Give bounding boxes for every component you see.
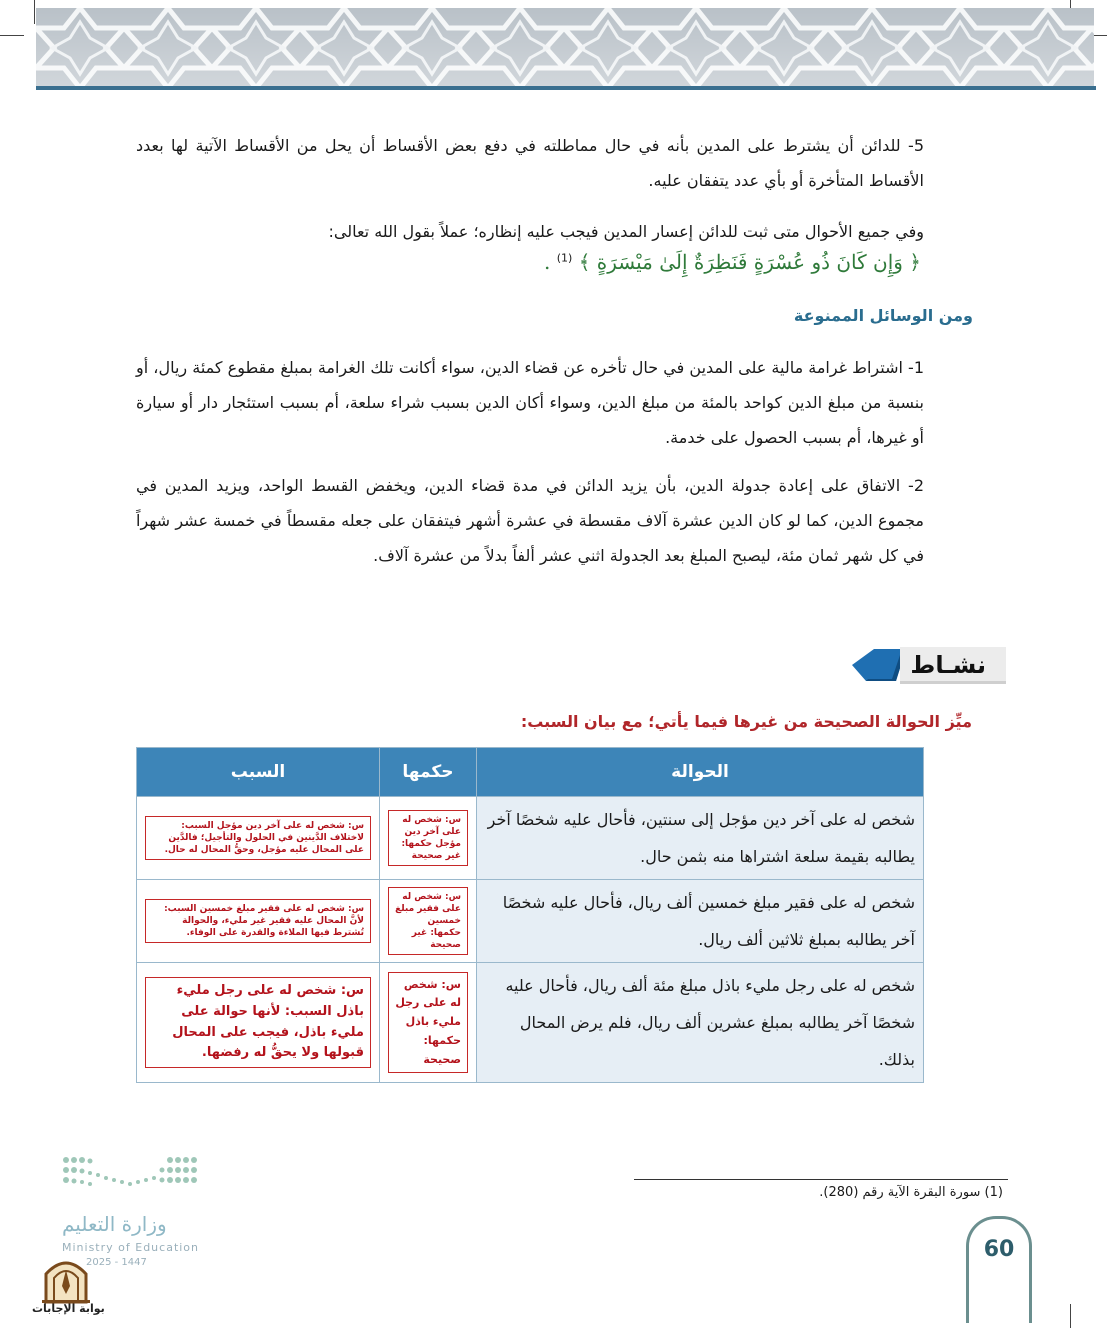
footnote: (1) سورة البقرة الآية رقم (280). [819, 1185, 1003, 1200]
hawala-cell: شخص له على فقير مبلغ خمسين ألف ريال، فأحال عليه شخصًا آخر يطالبه بمبلغ ثلاثين ألف ريال. [477, 880, 924, 963]
header-divider [36, 86, 1096, 90]
footnote-divider [634, 1179, 1008, 1180]
sabab-answer: س: شخص له على آخر دين مؤجل السبب: لاختلاف الدَّينين في الحلول والتأجيل؛ فالدَّين على المحال عليه مؤجل، وحقُّ المحال له حال. [145, 816, 371, 860]
header-sabab: السبب [137, 748, 380, 797]
hukm-answer: س: شخص له على فقير مبلغ خمسين حكمها: غير صحيحة [388, 887, 468, 956]
hukm-answer: س: شخص له على آخر دين مؤجل حكمها: غير صحيحة [388, 810, 468, 867]
table-row [137, 797, 924, 880]
ministry-name-arabic: وزارة التعليم [62, 1212, 167, 1236]
ministry-year: 2025 - 1447 [86, 1257, 147, 1268]
hawala-table [136, 747, 924, 1083]
page-number: 60 [983, 1237, 1015, 1262]
page-number-tab [966, 1216, 1032, 1323]
hukm-answer: س: شخص له على رجل مليء باذل حكمها: صحيحة [388, 972, 468, 1073]
crop-mark [0, 35, 24, 36]
crop-mark [34, 0, 35, 24]
activity-label: نشـاط [910, 651, 986, 679]
forbidden-item-1: 1- اشتراط غرامة مالية على المدين في حال تأخره عن قضاء الدين، سواء أكانت تلك الغرامة بمبلغ مقطوع كمئة ريال، أو بنسبة من مبلغ الدين كواحد بالمئة من مبلغ الدين، وسواء أكان الدين بسبب شراء سلعة، أم بسبب استئجار دار أو سيارة أو غيرها، أم بسبب الحصول على خدمة. [136, 358, 924, 447]
sabab-cell [137, 880, 380, 963]
sabab-cell [137, 797, 380, 880]
activity-banner [846, 645, 1008, 685]
table-row [137, 880, 924, 963]
activity-question: ميِّز الحوالة الصحيحة من غيرها فيما يأتي؛ مع بيان السبب: [520, 712, 972, 731]
point-5-paragraph: 5- للدائن أن يشترط على المدين بأنه في حال مماطلته في دفع بعض الأقساط أن يحل من الأقساط الآتية لها بعدد الأقساط المتأخرة أو بأي عدد يتفقان عليه. [136, 136, 924, 190]
header-hukm: حكمها [380, 748, 477, 797]
forbidden-item-2: 2- الاتفاق على إعادة جدولة الدين، بأن يزيد الدائن في مدة قضاء الدين، ويخفض القسط الواحد، ويزيد المدين في مجموع الدين، كما لو كان الدين عشرة آلاف مقسطة في عشرة أشهر فيتفقان على جعله مقسطاً في خمسة عشر شهراً في كل شهر ثمان مئة، ليصبح المبلغ بعد الجدولة اثني عشر ألفاً بدلاً من عشرة آلاف. [136, 476, 924, 565]
verse-footnote-ref: (1) [556, 251, 573, 265]
table-header-row [137, 748, 924, 797]
table-row [137, 963, 924, 1083]
ministry-logo [60, 1152, 210, 1206]
insolvency-note: وفي جميع الأحوال متى ثبت للدائن إعسار المدين فيجب عليه إنظاره؛ عملاً بقول الله تعالى: [328, 222, 924, 241]
header-ornament [36, 8, 1094, 88]
hawala-cell: شخص له على رجل مليء باذل مبلغ مئة ألف ريال، فأحال عليه شخصًا آخر يطالبه بمبلغ عشرين ألف ريال، فلم يرض المحال بذلك. [477, 963, 924, 1083]
hukm-cell [380, 797, 477, 880]
hukm-cell [380, 963, 477, 1083]
sabab-cell [137, 963, 380, 1083]
sabab-answer: س: شخص له على فقير مبلغ خمسين السبب: لأنَّ المحال عليه فقير غير مليء، والحوالة تُشترط فيها الملاءة والقدرة على الوفاء. [145, 899, 371, 943]
section-title: ومن الوسائل الممنوعة [793, 306, 973, 325]
verse-text: ﴿ وَإِن كَانَ ذُو عُسْرَةٍ فَنَظِرَةٌ إِلَىٰ مَيْسَرَةٍ ﴾ [578, 250, 921, 274]
hawala-cell: شخص له على آخر دين مؤجل إلى سنتين، فأحال عليه شخصًا آخر يطالبه بقيمة سلعة اشتراها منه بثمن حال. [477, 797, 924, 880]
quran-verse [544, 250, 921, 274]
ministry-name-english: Ministry of Education [62, 1241, 200, 1254]
crop-mark [1070, 1304, 1071, 1328]
header-hawala: الحوالة [477, 748, 924, 797]
verse-end: . [544, 250, 551, 274]
sabab-answer: س: شخص له على رجل مليء باذل السبب: لأنها حوالة على مليء باذل، فيجب على المحال قبولها ولا يحقُّ له رفضها. [145, 977, 371, 1068]
hukm-cell [380, 880, 477, 963]
brand-name: بوابة الإجابات [32, 1302, 105, 1315]
